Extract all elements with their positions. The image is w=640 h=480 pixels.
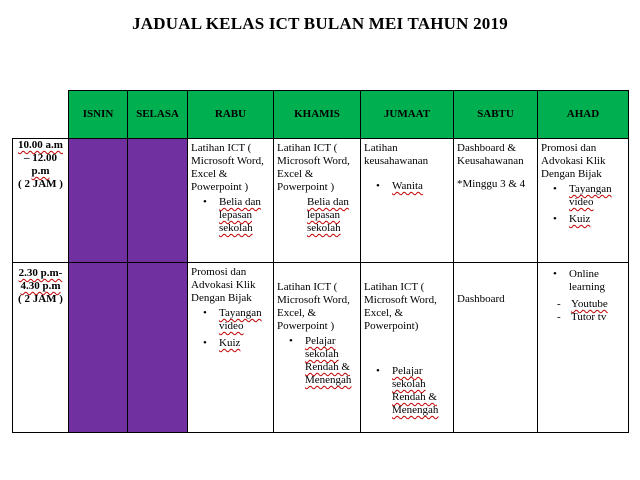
time-slot-morning (13, 139, 69, 263)
bullet-icon: • (203, 307, 207, 319)
bullet-icon: • (203, 196, 207, 208)
day-header-isnin: ISNIN (69, 91, 128, 139)
activity-heading: Dashboard (457, 293, 505, 305)
activity-heading: Latihan ICT ( Microsoft Word, Excel, & Powerpoint ) (277, 281, 350, 332)
bullet-icon: • (203, 337, 207, 349)
day-header-jumaat: JUMAAT (361, 91, 454, 139)
cell-khamis-morning (274, 139, 361, 263)
list-item: - Tutor tv (557, 311, 607, 323)
cell-sabtu-morning (454, 139, 538, 263)
dash-icon: - (557, 311, 561, 323)
activity-heading: Latihan ICT ( Microsoft Word, Excel & Powerpoint ) (191, 142, 264, 193)
list-item: • Online learning (553, 268, 606, 293)
list-item: • Tayangan video (203, 307, 262, 332)
activity-heading: Latihan ICT ( Microsoft Word, Excel & Powerpoint ) (277, 142, 350, 193)
bullet-icon: • (553, 183, 557, 195)
list-item: Belia dan lepasan sekolah (307, 196, 349, 234)
cell-rabu-afternoon (188, 263, 274, 433)
header-row (13, 91, 629, 139)
time-slot-afternoon (13, 263, 69, 433)
cell-jumaat-morning (361, 139, 454, 263)
bullet-icon: • (553, 268, 557, 280)
page-title: JADUAL KELAS ICT BULAN MEI TAHUN 2019 (132, 14, 508, 33)
time-line: – 12.00 (24, 152, 57, 164)
schedule-table (12, 90, 629, 433)
list-item: • Wanita (376, 180, 423, 192)
activity-heading: Promosi dan Advokasi Klik Dengan Bijak (191, 266, 256, 304)
time-line: ( 2 JAM ) (18, 293, 63, 305)
bullet-icon: • (289, 335, 293, 347)
list-item: • Belia dan lepasan sekolah (203, 196, 261, 234)
time-line: ( 2 JAM ) (18, 178, 63, 190)
time-line: p.m (31, 165, 50, 177)
day-header-sabtu: SABTU (454, 91, 538, 139)
day-header-khamis: KHAMIS (274, 91, 361, 139)
cell-isnin-afternoon (69, 263, 128, 433)
list-item: - Youtube (557, 298, 608, 310)
cell-selasa-afternoon (128, 263, 188, 433)
bullet-icon: • (553, 213, 557, 225)
activity-heading: Latihan ICT ( Microsoft Word, Excel, & Powerpoint) (364, 281, 437, 332)
week-note: *Minggu 3 & 4 (457, 178, 526, 190)
cell-ahad-morning (538, 139, 629, 263)
time-line: 4.30 p.m (20, 280, 61, 292)
list-item: • Kuiz (203, 337, 241, 349)
cell-khamis-afternoon (274, 263, 361, 433)
cell-rabu-morning (188, 139, 274, 263)
day-header-rabu: RABU (188, 91, 274, 139)
header-corner (13, 91, 69, 139)
table-row (13, 139, 629, 263)
table-row (13, 263, 629, 433)
time-line: 10.00 a.m (18, 139, 63, 151)
bullet-icon: • (376, 180, 380, 192)
day-header-ahad: AHAD (538, 91, 629, 139)
day-header-selasa: SELASA (128, 91, 188, 139)
dash-icon: - (557, 298, 561, 310)
time-line: 2.30 p.m- (18, 267, 63, 279)
cell-selasa-morning (128, 139, 188, 263)
bullet-icon: • (376, 365, 380, 377)
list-item: • Pelajar sekolah Rendah & Menengah (289, 335, 352, 386)
cell-ahad-afternoon (538, 263, 629, 433)
activity-heading: Dashboard & Keusahawanan (457, 142, 524, 167)
cell-isnin-morning (69, 139, 128, 263)
cell-sabtu-afternoon (454, 263, 538, 433)
activity-heading: Promosi dan Advokasi Klik Dengan Bijak (541, 142, 606, 180)
cell-jumaat-afternoon (361, 263, 454, 433)
activity-heading: Latihan keusahawanan (364, 142, 429, 167)
list-item: • Pelajar sekolah Rendah & Menengah (376, 365, 439, 416)
list-item: • Tayangan video (553, 183, 612, 208)
list-item: • Kuiz (553, 213, 591, 225)
